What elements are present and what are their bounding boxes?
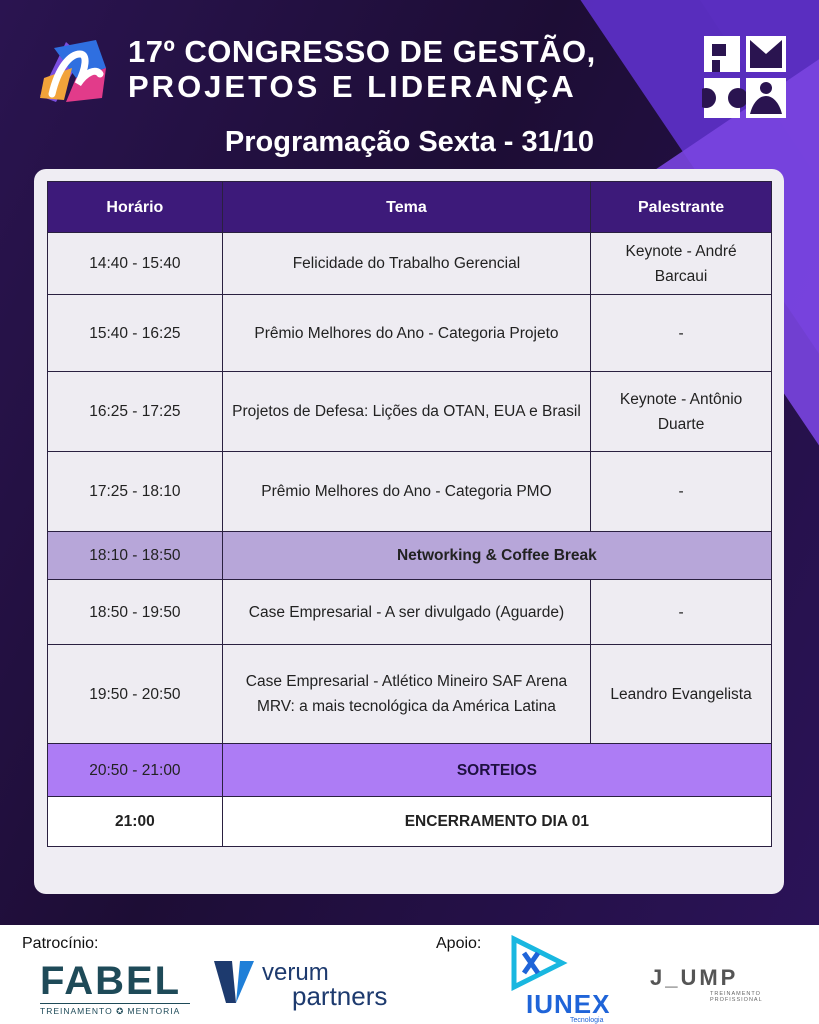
- verum-logo: [212, 955, 412, 1015]
- jump-name: J_UMP: [650, 965, 739, 990]
- jump-logo: [650, 965, 800, 1005]
- row-topic: SORTEIOS: [222, 744, 771, 797]
- table-row: [48, 372, 772, 452]
- pmi-chapter-logo-icon: [702, 34, 788, 120]
- title-line-2: PROJETOS E LIDERANÇA: [128, 69, 577, 104]
- sponsors-footer: [0, 925, 819, 1024]
- row-topic: Case Empresarial - A ser divulgado (Aguarde): [222, 580, 590, 645]
- table-row: [48, 580, 772, 645]
- page-title: [128, 34, 596, 104]
- row-time: 20:50 - 21:00: [48, 744, 223, 797]
- row-time: 16:25 - 17:25: [48, 372, 223, 452]
- header-time: Horário: [48, 182, 223, 233]
- row-time: 17:25 - 18:10: [48, 452, 223, 532]
- table-row: [48, 452, 772, 532]
- table-row: [48, 295, 772, 372]
- row-time: 14:40 - 15:40: [48, 233, 223, 295]
- verum-mark-icon: [212, 957, 256, 1007]
- row-topic: Case Empresarial - Atlético Mineiro SAF Arena MRV: a mais tecnológica da América Latina: [222, 645, 590, 744]
- row-speaker: -: [591, 580, 772, 645]
- row-speaker: -: [591, 295, 772, 372]
- sponsor-label: Patrocínio:: [22, 935, 99, 952]
- jump-tagline: TREINAMENTO PROFISSIONAL: [710, 991, 763, 1003]
- row-speaker: -: [591, 452, 772, 532]
- row-time: 21:00: [48, 797, 223, 847]
- row-topic: Networking & Coffee Break: [222, 532, 771, 580]
- table-row-raffle: [48, 744, 772, 797]
- support-label: Apoio:: [436, 935, 482, 952]
- fabel-logo: [40, 961, 200, 1017]
- verum-line-1: verum: [262, 959, 329, 986]
- table-header-row: [48, 182, 772, 233]
- page-subtitle: Programação Sexta - 31/10: [224, 126, 595, 158]
- row-time: 15:40 - 16:25: [48, 295, 223, 372]
- fabel-tagline: TREINAMENTO ✪ MENTORIA: [40, 1003, 190, 1017]
- iunex-name: IUNEX: [526, 989, 611, 1019]
- fabel-name: FABEL: [40, 959, 182, 1003]
- iunex-logo: [508, 935, 618, 1023]
- row-speaker: Keynote - André Barcaui: [591, 233, 772, 295]
- row-topic: Prêmio Melhores do Ano - Categoria PMO: [222, 452, 590, 532]
- table-row: [48, 645, 772, 744]
- header-speaker: Palestrante: [591, 182, 772, 233]
- row-time: 19:50 - 20:50: [48, 645, 223, 744]
- verum-line-2: partners: [292, 981, 388, 1011]
- row-topic: Felicidade do Trabalho Gerencial: [222, 233, 590, 295]
- iunex-tagline: Tecnologia: [570, 1017, 604, 1024]
- schedule-table: [47, 181, 772, 847]
- row-time: 18:10 - 18:50: [48, 532, 223, 580]
- iunex-play-icon: [508, 935, 568, 991]
- title-line-1: 17º CONGRESSO DE GESTÃO,: [128, 34, 596, 69]
- header: [0, 0, 819, 170]
- row-time: 18:50 - 19:50: [48, 580, 223, 645]
- table-row: [48, 233, 772, 295]
- row-topic: Prêmio Melhores do Ano - Categoria Projeto: [222, 295, 590, 372]
- row-speaker: Keynote - Antônio Duarte: [591, 372, 772, 452]
- row-topic: ENCERRAMENTO DIA 01: [222, 797, 771, 847]
- table-row-break: [48, 532, 772, 580]
- table-row-closing: [48, 797, 772, 847]
- row-speaker: Leandro Evangelista: [591, 645, 772, 744]
- row-topic: Projetos de Defesa: Lições da OTAN, EUA e Brasil: [222, 372, 590, 452]
- congress-logo-icon: [36, 38, 110, 104]
- header-topic: Tema: [222, 182, 590, 233]
